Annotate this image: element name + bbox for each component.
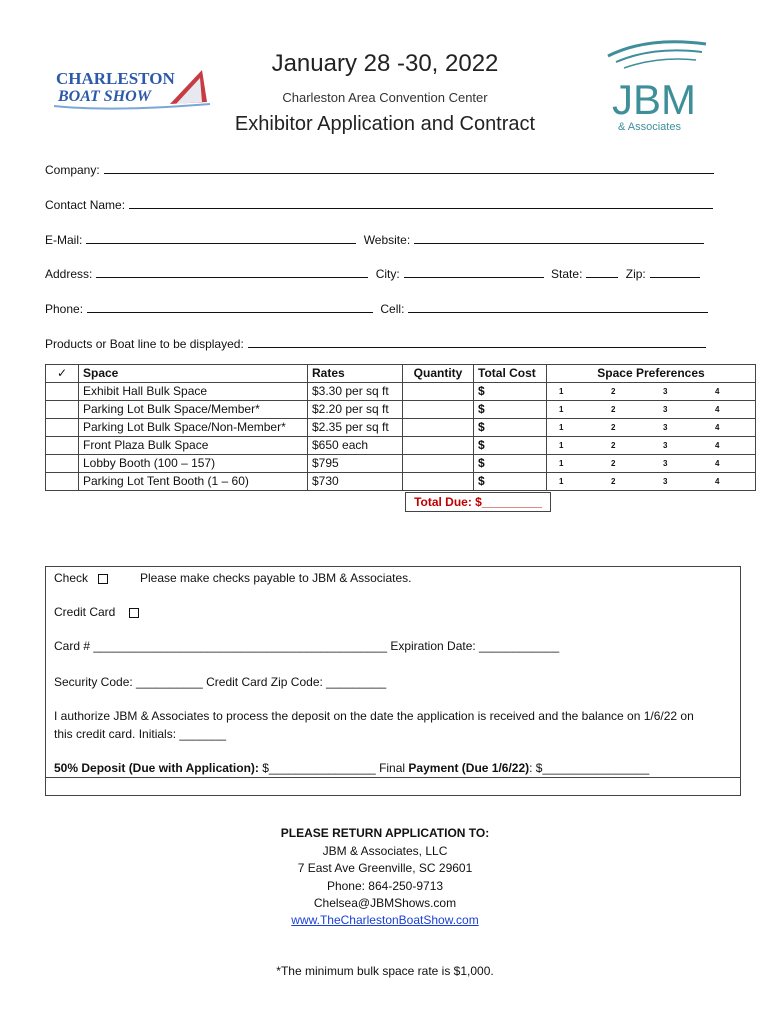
total-cost-cell[interactable]: $ bbox=[474, 437, 547, 455]
company-line[interactable] bbox=[104, 163, 714, 174]
pref-1[interactable]: 1 bbox=[547, 383, 600, 401]
pref-1[interactable]: 1 bbox=[547, 455, 600, 473]
credit-card-option[interactable] bbox=[54, 605, 139, 619]
table-row bbox=[46, 419, 756, 437]
pref-1[interactable]: 1 bbox=[547, 437, 600, 455]
space-rate: $3.30 per sq ft bbox=[308, 383, 403, 401]
email-field[interactable] bbox=[45, 233, 708, 247]
total-cost-cell[interactable]: $ bbox=[474, 473, 547, 491]
quantity-cell[interactable] bbox=[403, 383, 474, 401]
space-name: Parking Lot Tent Booth (1 – 60) bbox=[79, 473, 308, 491]
pref-4[interactable]: 4 bbox=[703, 419, 756, 437]
credit-card-checkbox[interactable] bbox=[129, 608, 139, 618]
quantity-cell[interactable] bbox=[403, 401, 474, 419]
phone-label: Phone: bbox=[45, 302, 84, 316]
pref-2[interactable]: 2 bbox=[599, 455, 651, 473]
check-checkbox[interactable] bbox=[98, 574, 108, 584]
website-link[interactable]: www.TheCharlestonBoatShow.com bbox=[291, 913, 479, 927]
space-name: Parking Lot Bulk Space/Non-Member* bbox=[79, 419, 308, 437]
pref-4[interactable]: 4 bbox=[703, 401, 756, 419]
final-payment-label: Payment (Due 1/6/22) bbox=[408, 761, 530, 775]
logo-text-boat-show: BOAT SHOW bbox=[58, 88, 151, 105]
pref-4[interactable]: 4 bbox=[703, 473, 756, 491]
space-rate: $2.20 per sq ft bbox=[308, 401, 403, 419]
products-label: Products or Boat line to be displayed: bbox=[45, 337, 244, 351]
contact-name-label: Contact Name: bbox=[45, 198, 126, 212]
row-checkbox[interactable] bbox=[46, 419, 79, 437]
authorize-text-line1: I authorize JBM & Associates to process the deposit on the date the application is received and the balance on 1/6/22 on bbox=[54, 709, 694, 723]
pref-2[interactable]: 2 bbox=[599, 383, 651, 401]
pref-2[interactable]: 2 bbox=[599, 437, 651, 455]
table-header-row bbox=[46, 365, 756, 383]
table-row bbox=[46, 455, 756, 473]
table-row bbox=[46, 437, 756, 455]
payment-divider bbox=[46, 777, 740, 778]
address-field[interactable] bbox=[45, 267, 704, 281]
pref-1[interactable]: 1 bbox=[547, 419, 600, 437]
city-line[interactable] bbox=[404, 267, 544, 278]
space-rate: $2.35 per sq ft bbox=[308, 419, 403, 437]
check-label: Check bbox=[54, 571, 89, 585]
pref-2[interactable]: 2 bbox=[599, 473, 651, 491]
space-rate: $795 bbox=[308, 455, 403, 473]
space-name: Lobby Booth (100 – 157) bbox=[79, 455, 308, 473]
zip-label: Zip: bbox=[625, 267, 646, 281]
check-option[interactable] bbox=[54, 571, 108, 585]
event-venue: Charleston Area Convention Center bbox=[282, 90, 488, 105]
cell-label: Cell: bbox=[380, 302, 405, 316]
quantity-cell[interactable] bbox=[403, 455, 474, 473]
row-checkbox[interactable] bbox=[46, 455, 79, 473]
products-line[interactable] bbox=[248, 337, 706, 348]
pref-3[interactable]: 3 bbox=[651, 419, 703, 437]
pref-3[interactable]: 3 bbox=[651, 401, 703, 419]
table-row bbox=[46, 383, 756, 401]
rates-header: Rates bbox=[308, 365, 403, 383]
jbm-logo bbox=[598, 34, 718, 134]
address-line[interactable] bbox=[96, 267, 368, 278]
pref-2[interactable]: 2 bbox=[599, 419, 651, 437]
email-label: E-Mail: bbox=[45, 233, 83, 247]
cell-line[interactable] bbox=[408, 302, 708, 313]
final-payment-blank[interactable]: : $________________ bbox=[529, 761, 650, 775]
quantity-cell[interactable] bbox=[403, 419, 474, 437]
deposit-label: 50% Deposit (Due with Application): bbox=[54, 761, 259, 775]
return-street: 7 East Ave Greenville, SC 29601 bbox=[297, 861, 473, 875]
jbm-logo-subtext: & Associates bbox=[618, 121, 681, 133]
logo-text-charleston: CHARLESTON bbox=[56, 69, 175, 88]
pref-3[interactable]: 3 bbox=[651, 455, 703, 473]
zip-line[interactable] bbox=[650, 267, 700, 278]
return-company: JBM & Associates, LLC bbox=[322, 844, 448, 858]
table-row bbox=[46, 473, 756, 491]
company-field[interactable] bbox=[45, 163, 718, 177]
total-cost-cell[interactable]: $ bbox=[474, 419, 547, 437]
row-checkbox[interactable] bbox=[46, 473, 79, 491]
pref-2[interactable]: 2 bbox=[599, 401, 651, 419]
pref-4[interactable]: 4 bbox=[703, 437, 756, 455]
deposit-blank[interactable]: $________________ bbox=[262, 761, 376, 775]
table-row bbox=[46, 401, 756, 419]
space-name: Front Plaza Bulk Space bbox=[79, 437, 308, 455]
final-prefix: Final bbox=[379, 761, 406, 775]
space-name: Parking Lot Bulk Space/Member* bbox=[79, 401, 308, 419]
state-line[interactable] bbox=[586, 267, 618, 278]
credit-card-label: Credit Card bbox=[54, 605, 116, 619]
state-label: State: bbox=[551, 267, 583, 281]
space-name: Exhibit Hall Bulk Space bbox=[79, 383, 308, 401]
phone-field[interactable] bbox=[45, 302, 712, 316]
pref-1[interactable]: 1 bbox=[547, 401, 600, 419]
pref-4[interactable]: 4 bbox=[703, 383, 756, 401]
payment-amounts[interactable] bbox=[54, 761, 649, 775]
check-note: Please make checks payable to JBM & Associates. bbox=[140, 571, 412, 585]
space-rate: $650 each bbox=[308, 437, 403, 455]
payment-box bbox=[45, 566, 741, 796]
space-table bbox=[45, 364, 756, 491]
pref-1[interactable]: 1 bbox=[547, 473, 600, 491]
total-cost-header: Total Cost bbox=[474, 365, 547, 383]
email-line[interactable] bbox=[86, 233, 356, 244]
check-column-header: ✓ bbox=[46, 365, 79, 383]
space-header: Space bbox=[79, 365, 308, 383]
card-number-field[interactable]: Card # ____________________________________________ Expiration Date: ____________ bbox=[54, 639, 560, 653]
event-date: January 28 -30, 2022 bbox=[271, 50, 499, 77]
company-label: Company: bbox=[45, 163, 100, 177]
website-label: Website: bbox=[363, 233, 411, 247]
jbm-logo-text: JBM bbox=[612, 76, 696, 123]
space-rate: $730 bbox=[308, 473, 403, 491]
total-cost-cell[interactable]: $ bbox=[474, 455, 547, 473]
phone-line[interactable] bbox=[87, 302, 373, 313]
city-label: City: bbox=[375, 267, 400, 281]
minimum-rate-note: *The minimum bulk space rate is $1,000. bbox=[276, 964, 494, 978]
pref-3[interactable]: 3 bbox=[651, 437, 703, 455]
charleston-boat-show-logo bbox=[52, 64, 212, 116]
total-due[interactable]: Total Due: $_________ bbox=[405, 492, 551, 512]
website-link-wrap[interactable] bbox=[185, 913, 585, 927]
authorize-text-line2[interactable]: this credit card. Initials: _______ bbox=[54, 727, 227, 741]
contact-name-line[interactable] bbox=[129, 198, 713, 209]
pref-3[interactable]: 3 bbox=[651, 383, 703, 401]
quantity-cell[interactable] bbox=[403, 437, 474, 455]
return-title: PLEASE RETURN APPLICATION TO: bbox=[280, 826, 490, 840]
row-checkbox[interactable] bbox=[46, 401, 79, 419]
row-checkbox[interactable] bbox=[46, 383, 79, 401]
quantity-cell[interactable] bbox=[403, 473, 474, 491]
address-label: Address: bbox=[45, 267, 93, 281]
pref-3[interactable]: 3 bbox=[651, 473, 703, 491]
return-phone: Phone: 864-250-9713 bbox=[326, 879, 444, 893]
products-field[interactable] bbox=[45, 337, 710, 351]
row-checkbox[interactable] bbox=[46, 437, 79, 455]
space-preferences-header: Space Preferences bbox=[547, 365, 756, 383]
contact-name-field[interactable] bbox=[45, 198, 717, 212]
form-title: Exhibitor Application and Contract bbox=[234, 113, 536, 135]
quantity-header: Quantity bbox=[403, 365, 474, 383]
total-cost-cell[interactable]: $ bbox=[474, 383, 547, 401]
website-line[interactable] bbox=[414, 233, 704, 244]
security-code-field[interactable]: Security Code: __________ Credit Card Zip Code: _________ bbox=[54, 675, 387, 689]
return-email[interactable]: Chelsea@JBMShows.com bbox=[313, 896, 457, 910]
total-cost-cell[interactable]: $ bbox=[474, 401, 547, 419]
pref-4[interactable]: 4 bbox=[703, 455, 756, 473]
